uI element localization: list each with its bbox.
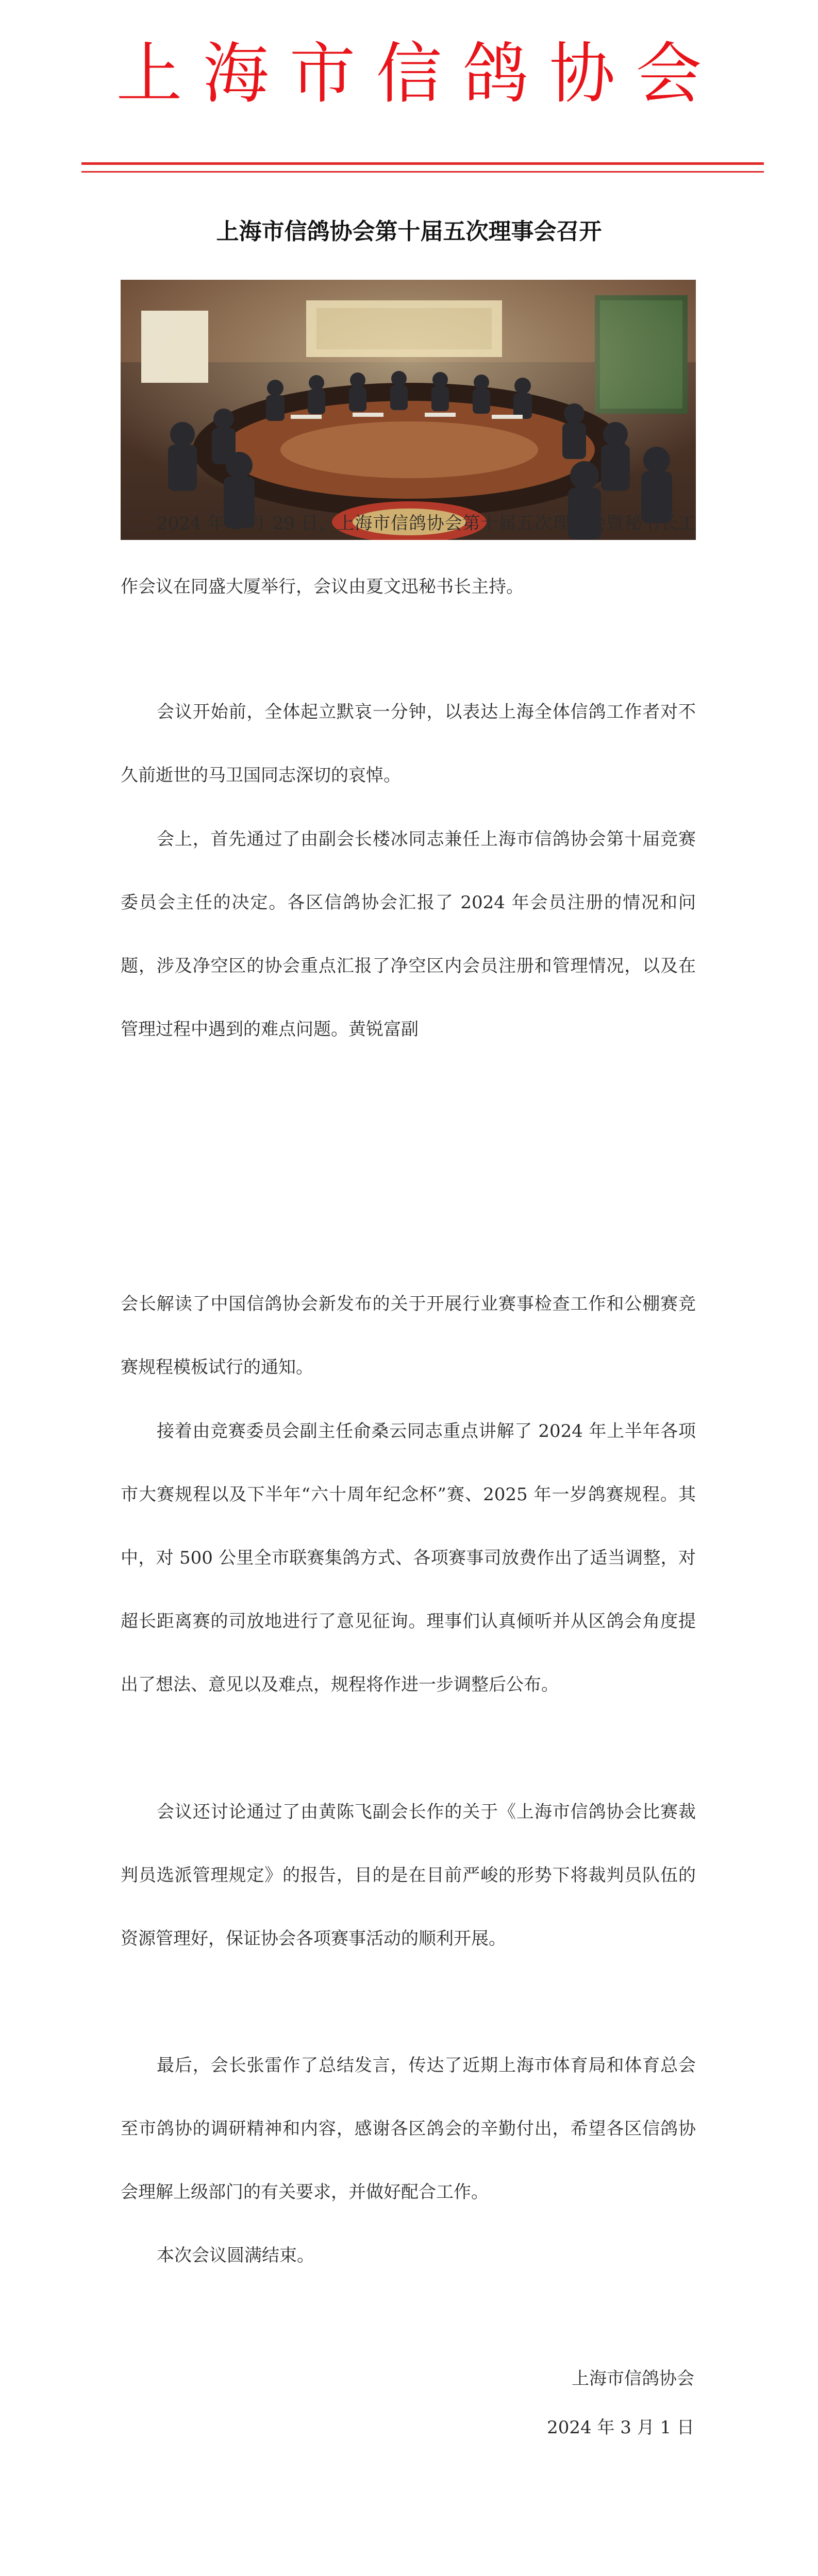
signature-date: 2024 年 3 月 1 日	[547, 2417, 694, 2438]
article-title: 上海市信鸽协会第十届五次理事会召开	[216, 218, 602, 245]
masthead-title: 上海市信鸽协会	[116, 36, 723, 112]
masthead-rule-thick	[81, 162, 764, 165]
article-paragraph: 本次会议圆满结束。	[157, 2245, 314, 2266]
article-paragraph-continued: 会长解读了中国信鸽协会新发布的关于开展行业赛事检查工作和公棚赛竞赛规程模板试行的通知。	[121, 1294, 696, 1378]
signature-organization: 上海市信鸽协会	[572, 2368, 694, 2389]
article-paragraph: 会议开始前，全体起立默哀一分钟，以表达上海全体信鸽工作者对不久前逝世的马卫国同志深切的哀悼。	[121, 702, 696, 786]
article-paragraph: 接着由竞赛委员会副主任俞桑云同志重点讲解了 2024 年上半年各项市大赛规程以及下半年“六十周年纪念杯”赛、2025 年一岁鸽赛规程。其中，对 500 公里全市联赛集鸽方式、各项赛事司放费作出了适当调整，对超长距离赛的司放地进行了意见征询。理事们认真倾听并从区鸽会角度提出了想法、意见以及难点，规程将作进一步调整后公布。	[121, 1421, 696, 1695]
article-paragraph: 会议还讨论通过了由黄陈飞副会长作的关于《上海市信鸽协会比赛裁判员选派管理规定》的报告，目的是在目前严峻的形势下将裁判员队伍的资源管理好，保证协会各项赛事活动的顺利开展。	[121, 1802, 696, 1949]
masthead-rule-thin	[81, 171, 764, 173]
article-paragraph: 会上，首先通过了由副会长楼冰同志兼任上海市信鸽协会第十届竞赛委员会主任的决定。各区信鸽协会汇报了 2024 年会员注册的情况和问题，涉及净空区的协会重点汇报了净空区内会员注册和管理情况，以及在管理过程中遇到的难点问题。黄锐富副	[121, 829, 696, 1040]
article-paragraph: 最后，会长张雷作了总结发言，传达了近期上海市体育局和体育总会至市鸽协的调研精神和内容，感谢各区鸽会的辛勤付出，希望各区信鸽协会理解上级部门的有关要求，并做好配合工作。	[121, 2055, 696, 2202]
article-paragraph: 2024 年 2 月 29 日，上海市信鸽协会第十届五次理事会暨秘书长工作会议在同盛大厦举行，会议由夏文迅秘书长主持。	[121, 513, 696, 597]
